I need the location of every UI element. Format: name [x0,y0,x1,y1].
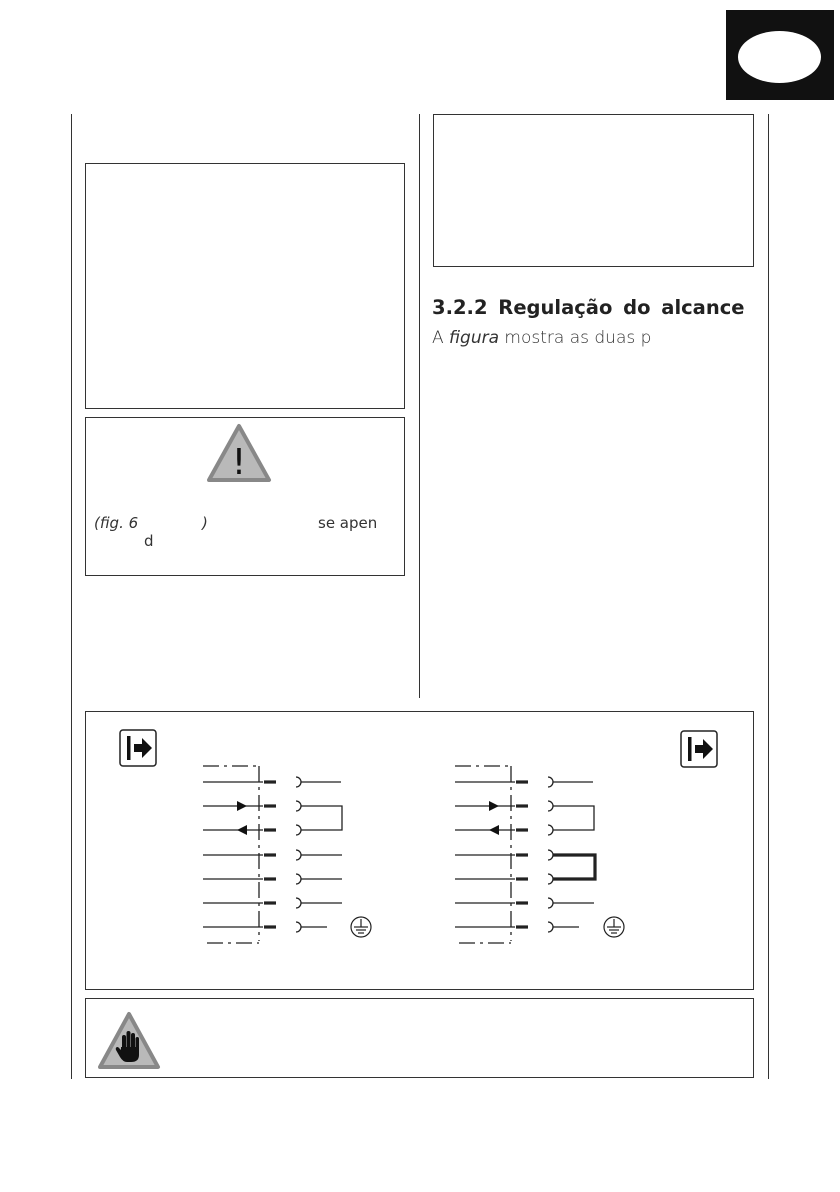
wiring-diagram [86,712,755,991]
right-text-box [433,114,754,267]
left-margin-rule [71,114,72,1079]
ground-symbol-icon-left [351,917,371,937]
caution-box [85,998,754,1078]
intro-text-2: mostra as duas p [499,328,652,348]
right-margin-rule [768,114,769,1079]
arrow-into-bar-icon-left [120,730,156,766]
intro-text-1: A [432,328,450,348]
wiring-diagram-box [85,711,754,990]
language-oval [738,31,821,83]
arrow-out-left [237,825,247,835]
intro-text-italic: figura [449,328,500,348]
warning-box [85,417,405,576]
column-divider-rule [419,114,420,698]
warning-triangle-icon [205,422,273,484]
connector-left [203,766,342,943]
ground-symbol-icon-right [604,917,624,937]
warning-fragment-4: d [144,532,154,550]
connector-right [455,766,595,943]
section-heading: 3.2.2 Regulação do alcance [432,296,745,319]
arrow-in-left [237,801,247,811]
arrow-out-right [489,825,499,835]
arrow-in-right [489,801,499,811]
warning-fragment-2: ) [202,514,208,532]
warning-fragment-3: se apen [318,514,378,532]
language-tab [726,10,834,100]
hand-stop-icon [97,1011,161,1071]
svg-text:!: ! [231,442,247,483]
intro-paragraph [432,328,651,348]
warning-fragment-1: (fig. 6 [94,514,139,532]
arrow-into-bar-icon-right [681,731,717,767]
left-text-box [85,163,405,409]
